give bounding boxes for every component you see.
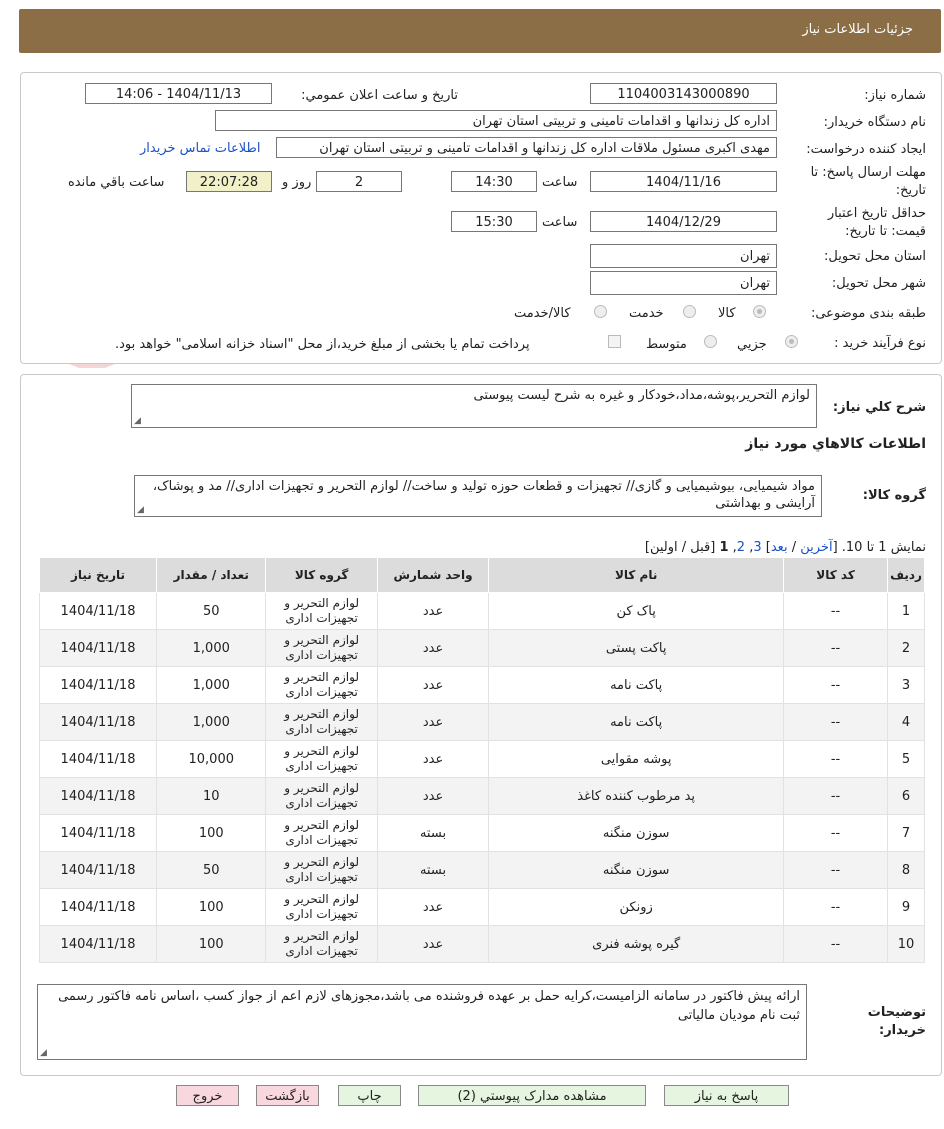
requester-label: ایجاد کننده درخواست: — [806, 142, 926, 157]
pagination-current-page: 1 — [719, 540, 729, 555]
col-header-name: نام کالا — [489, 558, 784, 593]
need-date-cell: 1404/11/18 — [40, 593, 157, 630]
item-name-cell: پاکت نامه — [489, 704, 784, 741]
item-code-cell: -- — [784, 667, 888, 704]
item-name-cell: پاک کن — [489, 593, 784, 630]
process-option-minor: جزیي — [737, 337, 767, 352]
col-header-group: گروه کالا — [266, 558, 377, 593]
goods-group-textarea — [134, 475, 822, 517]
table-row — [40, 778, 925, 815]
need-date-cell: 1404/11/18 — [40, 889, 157, 926]
need-number-label: شماره نیاز: — [864, 88, 926, 103]
category-option-both: کالا/خدمت — [514, 306, 571, 321]
summary-label: شرح کلي نیاز: — [832, 400, 926, 415]
reply-to-need-button[interactable]: پاسخ به نیاز — [664, 1085, 789, 1106]
pagination-last-link[interactable]: آخرین — [800, 540, 833, 555]
remaining-time-field: 22:07:28 — [186, 171, 272, 192]
row-number-cell: 4 — [888, 704, 925, 741]
group-cell: لوازم التحریر و تجهیزات اداری — [266, 630, 377, 667]
pagination-next-link[interactable]: بعد — [770, 540, 788, 555]
pagination-close: ] — [761, 540, 771, 555]
pagination-page-3[interactable]: 3 — [753, 540, 762, 555]
col-header-row: ردیف — [888, 558, 925, 593]
item-name-cell: گیره پوشه فنری — [489, 926, 784, 963]
group-cell: لوازم التحریر و تجهیزات اداری — [266, 852, 377, 889]
col-header-date: تاریخ نیاز — [40, 558, 157, 593]
pagination-sep: / — [787, 540, 801, 555]
unit-cell: بسته — [377, 852, 489, 889]
quantity-cell: 50 — [157, 852, 266, 889]
pagination-prefix: نمایش 1 تا 10. [ — [832, 540, 926, 555]
item-name-cell: پوشه مقوایی — [489, 741, 784, 778]
validity-time-field: 15:30 — [451, 211, 537, 232]
table-row — [40, 667, 925, 704]
quantity-cell: 100 — [157, 926, 266, 963]
pagination-suffix: [قبل / اولین] — [644, 540, 720, 555]
item-code-cell: -- — [784, 852, 888, 889]
col-header-code: کد کالا — [784, 558, 888, 593]
group-cell: لوازم التحریر و تجهیزات اداری — [266, 667, 377, 704]
need-number-field: 1104003143000890 — [590, 83, 777, 104]
unit-cell: عدد — [377, 926, 489, 963]
items-table — [39, 557, 925, 963]
quantity-cell: 1,000 — [157, 704, 266, 741]
unit-cell: عدد — [377, 889, 489, 926]
validity-label-date: قیمت: تا تاریخ: — [845, 224, 926, 239]
process-option-medium: متوسط — [646, 337, 687, 352]
table-row — [40, 704, 925, 741]
row-number-cell: 9 — [888, 889, 925, 926]
need-date-cell: 1404/11/18 — [40, 778, 157, 815]
resize-grip-icon[interactable]: ◢ — [134, 416, 141, 426]
item-code-cell: -- — [784, 889, 888, 926]
table-row — [40, 889, 925, 926]
category-radio-service[interactable] — [683, 305, 696, 318]
treasury-payment-note: پرداخت تمام یا بخشی از مبلغ خرید،از محل "اسناد خزانه اسلامی" خواهد بود. — [115, 337, 530, 352]
announce-datetime-field: 1404/11/13 - 14:06 — [85, 83, 272, 104]
quantity-cell: 50 — [157, 593, 266, 630]
city-label: شهر محل تحویل: — [831, 276, 926, 291]
group-cell: لوازم التحریر و تجهیزات اداری — [266, 741, 377, 778]
quantity-cell: 10 — [157, 778, 266, 815]
days-label: روز و — [282, 175, 312, 190]
item-name-cell: پد مرطوب کننده کاغذ — [489, 778, 784, 815]
announce-label: تاریخ و ساعت اعلان عمومي: — [301, 88, 458, 103]
page-header — [19, 9, 941, 53]
col-header-qty: تعداد / مقدار — [157, 558, 266, 593]
need-date-cell: 1404/11/18 — [40, 667, 157, 704]
group-cell: لوازم التحریر و تجهیزات اداری — [266, 593, 377, 630]
city-field: تهران — [590, 271, 777, 295]
need-date-cell: 1404/11/18 — [40, 926, 157, 963]
buyer-contact-link[interactable]: اطلاعات تماس خریدار — [140, 141, 261, 156]
days-remaining-field: 2 — [316, 171, 402, 192]
unit-cell: عدد — [377, 630, 489, 667]
row-number-cell: 6 — [888, 778, 925, 815]
notes-label-2: خریدار: — [879, 1023, 926, 1038]
category-radio-both[interactable] — [594, 305, 607, 318]
province-field: تهران — [590, 244, 777, 268]
deadline-label-date: تاریخ: — [895, 183, 926, 198]
item-name-cell: پاکت نامه — [489, 667, 784, 704]
deadline-time-label: ساعت — [542, 175, 578, 190]
goods-group-label: گروه کالا: — [862, 488, 926, 503]
quantity-cell: 10,000 — [157, 741, 266, 778]
validity-time-label: ساعت — [542, 215, 578, 230]
item-code-cell: -- — [784, 741, 888, 778]
row-number-cell: 7 — [888, 815, 925, 852]
table-row — [40, 741, 925, 778]
category-option-service: خدمت — [629, 306, 664, 321]
item-code-cell: -- — [784, 704, 888, 741]
group-cell: لوازم التحریر و تجهیزات اداری — [266, 815, 377, 852]
unit-cell: بسته — [377, 815, 489, 852]
row-number-cell: 8 — [888, 852, 925, 889]
deadline-date-field: 1404/11/16 — [590, 171, 777, 192]
resize-grip-icon[interactable]: ◢ — [40, 1048, 47, 1058]
category-option-goods: کالا — [718, 306, 736, 321]
group-cell: لوازم التحریر و تجهیزات اداری — [266, 704, 377, 741]
need-date-cell: 1404/11/18 — [40, 741, 157, 778]
row-number-cell: 1 — [888, 593, 925, 630]
requester-field: مهدی اکبری مسئول ملاقات اداره کل زندانها و اقدامات تامینی و تربیتی استان تهران — [276, 137, 777, 158]
unit-cell: عدد — [377, 741, 489, 778]
category-radio-goods[interactable] — [753, 305, 766, 318]
deadline-label: مهلت ارسال پاسخ: تا — [810, 165, 926, 180]
item-code-cell: -- — [784, 926, 888, 963]
unit-cell: عدد — [377, 593, 489, 630]
table-row — [40, 630, 925, 667]
group-cell: لوازم التحریر و تجهیزات اداری — [266, 778, 377, 815]
table-row — [40, 852, 925, 889]
back-button[interactable]: بازگشت — [256, 1085, 319, 1106]
summary-text: لوازم التحریر،پوشه،مداد،خودکار و غیره به شرح لیست پیوستی — [473, 388, 810, 403]
item-name-cell: پاکت پستی — [489, 630, 784, 667]
item-code-cell: -- — [784, 630, 888, 667]
quantity-cell: 100 — [157, 889, 266, 926]
table-row — [40, 815, 925, 852]
buyer-org-label: نام دستگاه خریدار: — [823, 115, 926, 130]
page-title: جزئیات اطلاعات نیاز — [802, 22, 913, 37]
buyer-notes-text: ارائه پیش فاکتور در سامانه الزامیست،کرایه حمل بر عهده فروشنده می باشد،مجوزهای لازم اعم از جواز کسب ،اساس نامه فاکتور رسمی ثبت نام مودیان مالیاتی — [58, 989, 800, 1023]
col-header-unit: واحد شمارش — [377, 558, 489, 593]
row-number-cell: 5 — [888, 741, 925, 778]
row-number-cell: 10 — [888, 926, 925, 963]
category-label: طبقه بندی موضوعی: — [810, 306, 926, 321]
unit-cell: عدد — [377, 667, 489, 704]
buyer-org-field: اداره کل زندانها و اقدامات تامینی و تربیتی استان تهران — [215, 110, 777, 131]
quantity-cell: 1,000 — [157, 630, 266, 667]
notes-label: توضیحات — [867, 1005, 926, 1020]
view-attachments-button[interactable]: مشاهده مدارک پیوستي (2) — [418, 1085, 646, 1106]
resize-grip-icon[interactable]: ◢ — [137, 505, 144, 515]
process-radio-medium[interactable] — [704, 335, 717, 348]
process-radio-minor[interactable] — [785, 335, 798, 348]
item-name-cell: سوزن منگنه — [489, 815, 784, 852]
pagination-comma: , — [728, 540, 737, 555]
group-cell: لوازم التحریر و تجهیزات اداری — [266, 926, 377, 963]
process-label: نوع فرآیند خرید : — [834, 336, 926, 351]
quantity-cell: 100 — [157, 815, 266, 852]
item-code-cell: -- — [784, 593, 888, 630]
item-name-cell: سوزن منگنه — [489, 852, 784, 889]
table-row — [40, 926, 925, 963]
goods-group-text: مواد شیمیایی، بیوشیمیایی و گازی// تجهیزات و قطعات حوزه تولید و ساخت// لوازم التحریر و تجهیزات اداری// مد و پوشاک، آرایشی و بهداشتی — [152, 479, 815, 511]
item-code-cell: -- — [784, 815, 888, 852]
need-date-cell: 1404/11/18 — [40, 704, 157, 741]
treasury-payment-checkbox[interactable] — [608, 335, 621, 348]
item-name-cell: زونکن — [489, 889, 784, 926]
need-date-cell: 1404/11/18 — [40, 815, 157, 852]
need-date-cell: 1404/11/18 — [40, 852, 157, 889]
item-code-cell: -- — [784, 778, 888, 815]
items-section-title: اطلاعات کالاهاي مورد نیاز — [745, 436, 926, 452]
row-number-cell: 3 — [888, 667, 925, 704]
group-cell: لوازم التحریر و تجهیزات اداری — [266, 889, 377, 926]
quantity-cell: 1,000 — [157, 667, 266, 704]
table-header-row — [40, 558, 925, 593]
table-row — [40, 593, 925, 630]
row-number-cell: 2 — [888, 630, 925, 667]
remaining-label: ساعت باقي مانده — [68, 175, 165, 190]
deadline-time-field: 14:30 — [451, 171, 537, 192]
need-date-cell: 1404/11/18 — [40, 630, 157, 667]
print-button[interactable]: چاپ — [338, 1085, 401, 1106]
pagination-page-2[interactable]: 2 — [736, 540, 746, 555]
summary-textarea — [131, 384, 817, 428]
exit-button[interactable]: خروج — [176, 1085, 239, 1106]
unit-cell: عدد — [377, 778, 489, 815]
pagination-comma: , — [745, 540, 754, 555]
province-label: استان محل تحویل: — [824, 249, 926, 264]
validity-date-field: 1404/12/29 — [590, 211, 777, 232]
unit-cell: عدد — [377, 704, 489, 741]
pagination — [645, 540, 926, 555]
buyer-notes-textarea — [37, 984, 807, 1060]
validity-label: حداقل تاریخ اعتبار — [827, 206, 926, 221]
